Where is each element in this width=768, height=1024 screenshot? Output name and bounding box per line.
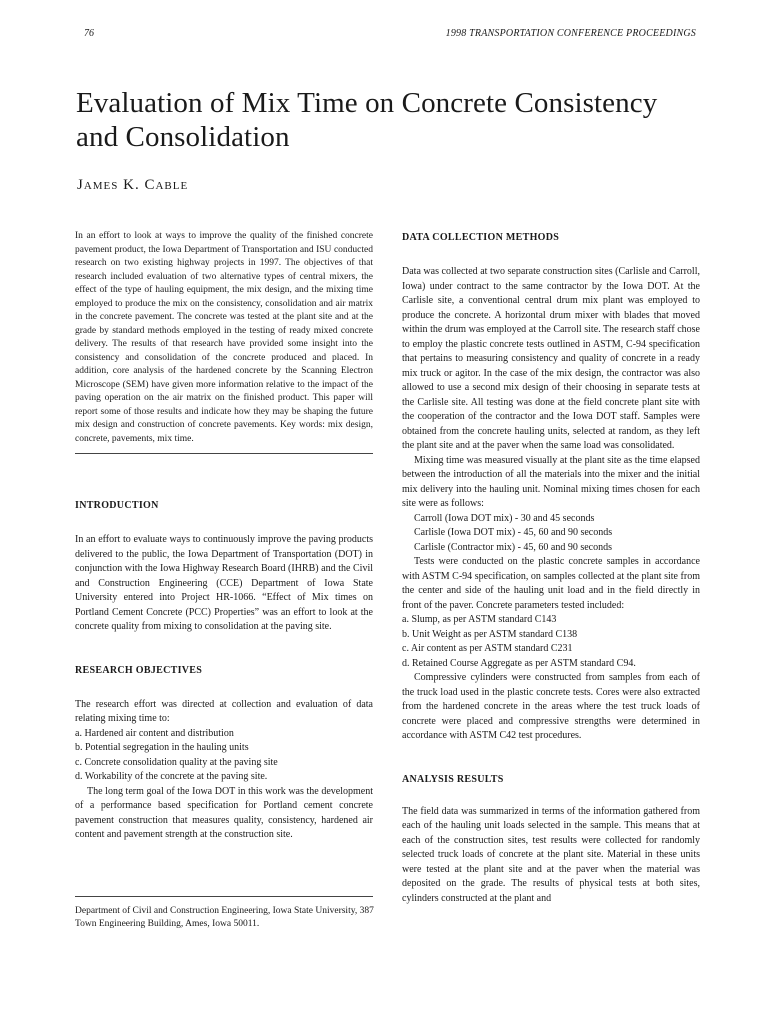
paper-title: Evaluation of Mix Time on Concrete Consistency and Consolidation	[76, 87, 658, 153]
data-collection-para-1: Data was collected at two separate construction sites (Carlisle and Carroll, Iowa) under contract to the same contractor by the Iowa DOT. At the Carlisle site, a conventional central drum mix plant was employed to produce the concrete. A horizontal drum mixer with blades that moved within the drum was employed at the Carroll site. The research staff chose to employ the plastic concrete tests outlined in ASTM, C-94 specification that pertains to measuring consistency and quality of concrete in a ready mix truck or agitor. In the case of the mix design, the contractor was also allowed to use a second mix design of their choosing in separate tests at the Carlisle site. All testing was done at the field concrete plant site with the cooperation of the contractor and the Iowa DOT staff. Samples were obtained from the concrete hauling units, selected at random, as they left the plant site and at the paver when the same load was consolidated.	[402, 266, 700, 451]
objective-item: d. Workability of the concrete at the paving site.	[75, 771, 268, 782]
mix-time-site: Carroll (Iowa DOT mix) - 30 and 45 seconds	[414, 512, 595, 524]
abstract	[75, 230, 373, 446]
page-number: 76	[84, 28, 94, 39]
introduction-heading: INTRODUCTION	[75, 500, 159, 511]
test-item: b. Unit Weight as per ASTM standard C138	[402, 628, 578, 640]
analysis-results-text: The field data was summarized in terms of the information gathered from each of the hauling unit loads selected in the sample. This means that at each of the construction sites, test results were collected for randomly selected truck loads of concrete at the plant site. Material in these units were tested at the plant site and at the paver when the material was deposited on the grade. The results of physical tests at both sites, cylinders constructed at the plant and	[402, 805, 700, 904]
objective-item: b. Potential segregation in the hauling units	[75, 742, 249, 753]
test-item: d. Retained Course Aggregate as per ASTM standard C94.	[402, 657, 636, 669]
footnote-rule	[75, 896, 373, 897]
mix-time-site: Carlisle (Contractor mix) - 45, 60 and 90 seconds	[414, 541, 613, 553]
running-head: 1998 TRANSPORTATION CONFERENCE PROCEEDINGS	[445, 28, 696, 39]
objective-item: c. Concrete consolidation quality at the paving site	[75, 756, 278, 768]
objective-item: a. Hardened air content and distribution	[75, 727, 234, 739]
research-objectives-intro: The research effort was directed at collection and evaluation of data relating mixing time to:	[75, 698, 373, 724]
data-collection-para-2: Mixing time was measured visually at the plant site as the time elapsed between the introduction of all the materials into the mixer and the initial mix delivery into the hauling unit. Nominal mixing times chosen for each site were as follows:	[402, 454, 700, 509]
mix-time-site: Carlisle (Iowa DOT mix) - 45, 60 and 90 seconds	[414, 527, 613, 538]
right-column	[402, 230, 700, 906]
test-item: c. Air content as per ASTM standard C231	[402, 643, 573, 654]
left-column	[75, 230, 373, 843]
analysis-results-heading: ANALYSIS RESULTS	[402, 773, 504, 785]
data-collection-para-4: Compressive cylinders were constructed from samples from each of the truck load used in the plastic concrete tests. Cores were also extracted from the hardened concrete in the areas where the test truck loads of concrete were placed and compressive strengths were determined in accordance with ASTM C42 test procedures.	[402, 672, 700, 741]
data-collection-para-3: Tests were conducted on the plastic concrete samples in accordance with ASTM C-94 specification, on samples collected at the plant site from the center and side of the hauling unit load and in the field directly in front of the paver. Concrete parameters tested included:	[402, 556, 700, 611]
test-item: a. Slump, as per ASTM standard C143	[402, 614, 557, 625]
research-objectives-closing: The long term goal of the Iowa DOT in this work was the development of a performance based specification for Portland cement concrete pavement construction that measures quality, consistency, hardened air content and pavement strength at the construction site.	[75, 785, 373, 840]
data-collection-heading: DATA COLLECTION METHODS	[402, 232, 560, 243]
abstract-text: In an effort to look at ways to improve the quality of the finished concrete pavement product, the Iowa Department of Transportation and ISU conducted research on two existing highway projects in 1997. The objectives of that research included evaluation of two alternative types of central mixers, the effect of the type of hauling equipment, the mix design, and the mixing time employed to produce the mix on the consistency, consolidation and air matrix in the concrete pavement. The concrete was tested at the plant site and at the grade by standard methods employed in the testing of ready mixed concrete delivery. The results of that research have provided some insight into the consistency and consolidation of the concrete produced and placed. In addition, core analysis of the hardened concrete by the Scanning Electron Microscope (SEM) have given more information relative to the impact of the paving operation on the air matrix on the finished product. This paper will report some of those results and indicate how they may be shaping the future mix design and construction of concrete pavements. Key words: mix design, concrete, pavements, mix time.	[75, 231, 373, 444]
abstract-rule	[75, 453, 373, 454]
author-affiliation-footnote: Department of Civil and Construction Engineering, Iowa State University, 387 Town Engineering Building, Ames, Iowa 50011.	[75, 906, 374, 929]
introduction-text: In an effort to evaluate ways to continuously improve the paving products delivered to the public, the Iowa Department of Transportation (DOT) in conjunction with the Iowa Highway Research Board (IHRB) and the Civil and Construction Engineering (CCE) Department of Iowa State University entered into Project HR-1066. “Effect of Mix times on Portland Cement Concrete (PCC) Properties” was an effort to look at the concrete quality from mixing to consolidation at the paving site.	[75, 534, 373, 632]
author-name: James K. Cable	[77, 177, 189, 193]
research-objectives-heading: RESEARCH OBJECTIVES	[75, 664, 203, 676]
